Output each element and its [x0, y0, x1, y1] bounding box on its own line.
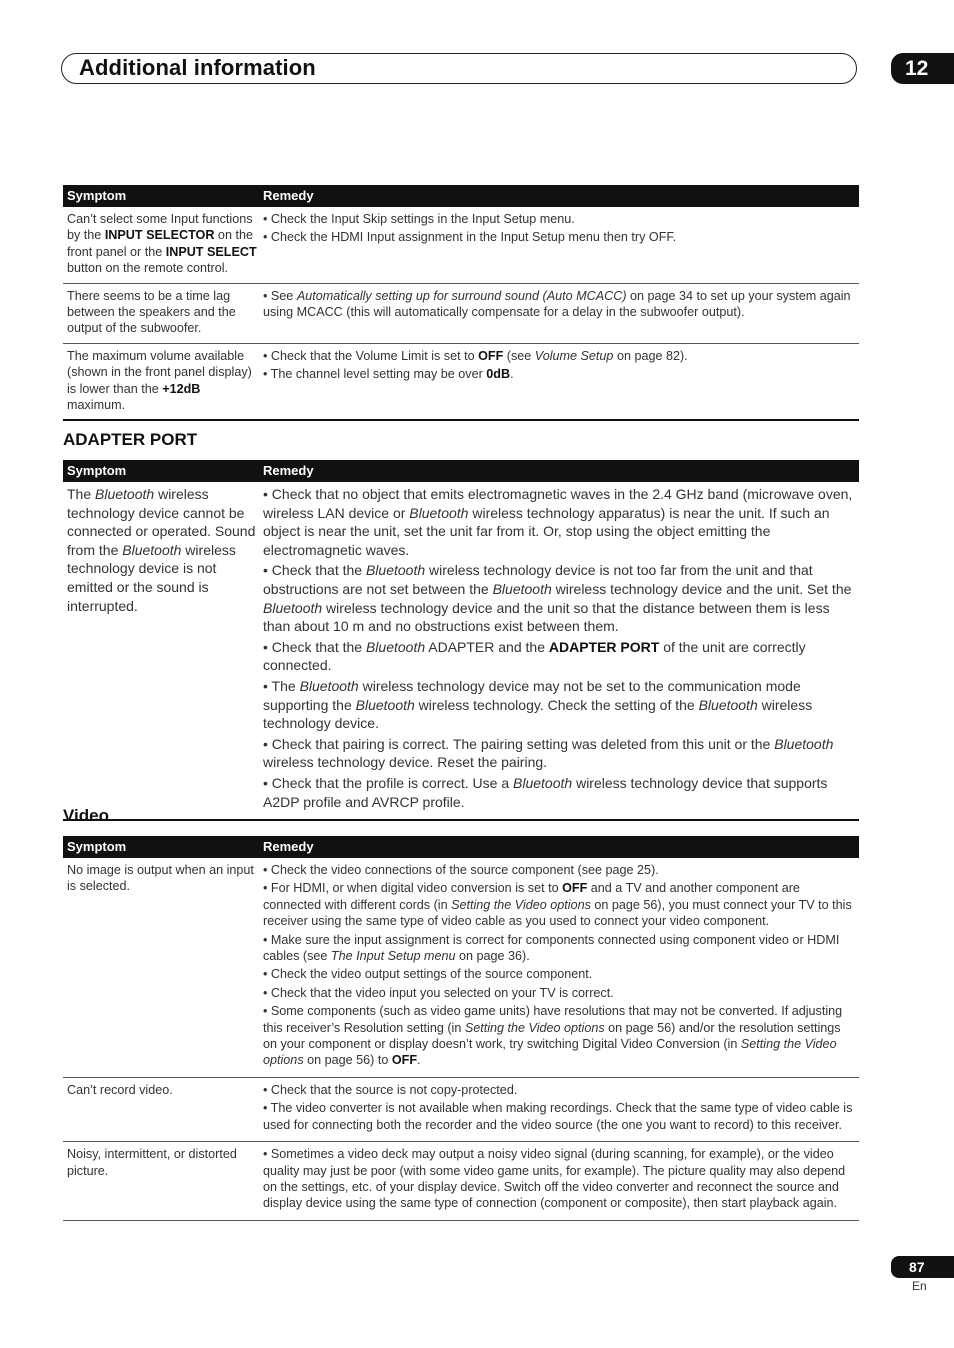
text-run: • Check that the source is not copy-protected. [263, 1082, 518, 1097]
text-run: Noisy, intermittent, or distorted picture. [67, 1147, 237, 1178]
text-run: • Check that the [263, 562, 366, 579]
table-row [63, 1142, 859, 1221]
remedy-item [263, 1100, 857, 1133]
troubleshooting-table-adapter-port [63, 460, 859, 821]
text-run: on page 56), you must connect your TV to this receiver using the same type of video cable as you used to connect your video component. [263, 897, 852, 929]
text-run: • See [263, 288, 297, 303]
language-code: En [912, 1279, 927, 1293]
table-row [63, 283, 859, 343]
text-run: wireless technology device is not emitted or the sound is interrupted. [67, 541, 236, 614]
remedy-item [263, 966, 857, 982]
remedy-item [263, 366, 857, 382]
remedy-cell [259, 482, 859, 820]
remedy-item [263, 932, 857, 965]
text-run: • Check that no object that emits electromagnetic waves in the 2.4 GHz band (microwave oven, wireless LAN device or [263, 486, 853, 521]
text-run: wireless technology device. [263, 696, 813, 732]
text-run: . [510, 367, 514, 382]
text-run: • Some components (such as video game units) have resolutions that may not be converted. If adjusting this receiver’s Resolution setting (in [263, 1004, 843, 1035]
remedy-item [263, 1082, 857, 1098]
text-run: • Check the video connections of the source component (see page 25). [263, 863, 659, 877]
text-run: wireless technology. Check the setting of the [414, 696, 699, 713]
text-run: The maximum volume available (shown in the front panel display) is lower than the [67, 348, 252, 396]
text-run: OFF [391, 1053, 418, 1068]
text-run: • Check the video output settings of the source component. [263, 967, 593, 982]
remedy-item [263, 880, 857, 929]
text-run: wireless technology device and the unit. Set the [551, 580, 852, 597]
table-header-row [63, 185, 859, 207]
troubleshooting-table-video [63, 836, 859, 1221]
text-run: Setting the Video options [464, 1020, 605, 1035]
remedy-item [263, 774, 857, 811]
text-run: and a TV and another component are connected with different cords (in [263, 881, 800, 912]
text-run: INPUT SELECTOR [104, 228, 215, 243]
text-run: Volume Setup [534, 348, 614, 363]
text-run: button on the remote control. [67, 261, 229, 276]
text-run: • Sometimes a video deck may output a noisy video signal (during scanning, for example), or the video quality may just be poor (with some video game units, for example). The picture quality may also depend on the settings, etc. of your display device. Switch off the video converter and reconnect the source and display device using the same type of connection (component or composite), then start playback again. [263, 1147, 846, 1211]
troubleshooting-table-general [63, 185, 859, 421]
text-run: Can’t select some Input functions by the [67, 212, 253, 243]
symptom-column-header: Symptom [63, 185, 259, 207]
text-run: The Input Setup menu [330, 949, 456, 964]
text-run: • Check the HDMI Input assignment in the Input Setup menu then try OFF. [263, 230, 677, 245]
section-heading-video: Video [63, 806, 109, 825]
text-run: +12dB [162, 381, 201, 396]
text-run: Can’t record video. [67, 1082, 173, 1097]
table-row [63, 343, 859, 420]
page-title: Additional information [79, 55, 316, 80]
text-run: • The video converter is not available when making recordings. Check that the same type of video cable is used for connecting both the recorder and the video source (the one you want to record) to this receiver. [263, 1101, 853, 1132]
remedy-column-header: Remedy [259, 836, 859, 858]
text-run: wireless technology device. Reset the pairing. [263, 754, 548, 771]
text-run: • Check the Input Skip settings in the Input Setup menu. [263, 212, 575, 226]
text-run: (see [503, 348, 535, 363]
text-run: There seems to be a time lag between the speakers and the output of the subwoofer. [67, 288, 236, 336]
text-run: OFF [562, 881, 588, 896]
text-run: of the unit are correctly connected. [263, 638, 806, 674]
remedy-cell [259, 1142, 859, 1221]
table-header-row [63, 836, 859, 858]
text-run: Bluetooth [774, 735, 834, 752]
symptom-cell [63, 858, 259, 1077]
text-run: Setting the Video options [451, 897, 591, 912]
text-run: on page 36). [455, 949, 530, 964]
remedy-cell [259, 207, 859, 283]
remedy-cell [259, 1077, 859, 1141]
text-run: wireless technology device that supports A2DP profile and AVRCP profile. [263, 774, 828, 810]
text-run: Bluetooth [698, 696, 758, 713]
text-run: Bluetooth [122, 541, 182, 558]
text-run: No image is output when an input is selected. [67, 863, 254, 894]
text-run: Bluetooth [365, 562, 426, 579]
remedy-item [263, 229, 857, 245]
text-run: Bluetooth [95, 486, 155, 502]
remedy-item [263, 1146, 857, 1212]
table-row [63, 858, 859, 1077]
text-run: OFF [478, 348, 504, 363]
symptom-column-header: Symptom [63, 836, 259, 858]
text-run: • Check that the profile is correct. Use a [263, 774, 514, 791]
text-run: Bluetooth [355, 696, 415, 713]
text-run: Setting the Video options [263, 1037, 837, 1068]
symptom-cell [63, 207, 259, 283]
remedy-column-header: Remedy [259, 460, 859, 482]
text-run: • Check that the video input you selected on your TV is correct. [263, 985, 614, 1000]
text-run: Bluetooth [263, 599, 323, 616]
text-run: Bluetooth [513, 774, 573, 791]
text-run: • Check that the [263, 638, 366, 655]
remedy-item [263, 485, 857, 559]
text-run: maximum. [67, 398, 126, 413]
text-run: wireless technology device may not be set to the communication mode supporting the [263, 677, 801, 713]
table-row [63, 207, 859, 283]
text-run: on the front panel or the [67, 228, 253, 259]
remedy-item [263, 985, 857, 1001]
page-number: 87 [891, 1256, 954, 1278]
text-run: wireless technology device is not too far from the unit and that obstructions are not set between the [263, 562, 813, 597]
text-run: • Make sure the input assignment is correct for components connected using component video or HDMI cables (see [263, 932, 840, 964]
table-row [63, 1077, 859, 1141]
text-run: The [67, 486, 96, 502]
remedy-cell [259, 858, 859, 1077]
text-run: wireless technology device and the unit so that the distance between them is less than about 10 m and no obstructions exist between them. [263, 599, 830, 635]
text-run: • Check that pairing is correct. The pairing setting was deleted from this unit or the [263, 735, 775, 752]
text-run: on page 82). [613, 348, 688, 363]
text-run: 0dB [486, 367, 511, 382]
text-run: Bluetooth [409, 504, 469, 521]
remedy-cell [259, 283, 859, 343]
text-run: Bluetooth [365, 638, 426, 655]
remedy-cell [259, 343, 859, 420]
section-heading-adapter-port: ADAPTER PORT [63, 430, 198, 449]
table-row [63, 482, 859, 820]
remedy-item [263, 735, 857, 772]
text-run: • For HDMI, or when digital video conversion is set to [263, 881, 563, 896]
remedy-item [263, 288, 857, 321]
remedy-item [263, 1003, 857, 1069]
text-run: INPUT SELECT [165, 244, 257, 259]
symptom-cell [63, 283, 259, 343]
remedy-item [263, 348, 857, 364]
remedy-item [263, 211, 857, 227]
text-run: ADAPTER PORT [548, 638, 660, 655]
text-run: wireless technology device cannot be connected or operated. Sound from the [67, 486, 256, 558]
symptom-cell [63, 482, 259, 820]
text-run: Bluetooth [299, 677, 359, 694]
text-run: . [417, 1053, 421, 1068]
chapter-header [61, 53, 857, 84]
remedy-item [263, 677, 857, 733]
symptom-cell [63, 1142, 259, 1221]
symptom-column-header: Symptom [63, 460, 259, 482]
text-run: Automatically setting up for surround sound (Auto MCACC) [296, 288, 627, 303]
remedy-item [263, 638, 857, 675]
text-run: on page 56) and/or the resolution settings on your component or display doesn’t work, try switching Digital Video Conversion (in [263, 1020, 841, 1052]
remedy-column-header: Remedy [259, 185, 859, 207]
symptom-cell [63, 343, 259, 420]
text-run: on page 34 to set up your system again using MCACC (this will automatically compensate for a delay in the subwoofer output). [263, 288, 851, 320]
text-run: ADAPTER and the [425, 638, 549, 655]
text-run: • The channel level setting may be over [263, 367, 487, 382]
text-run: on page 56) to [303, 1053, 392, 1068]
table-header-row [63, 460, 859, 482]
text-run: Bluetooth [492, 580, 552, 597]
remedy-item [263, 561, 857, 635]
text-run: • Check that the Volume Limit is set to [263, 348, 479, 363]
remedy-item [263, 862, 857, 878]
symptom-cell [63, 1077, 259, 1141]
chapter-number-badge: 12 [891, 53, 954, 84]
text-run: wireless technology apparatus) is near the unit. If such an object is near the unit, set the unit far from it. Or, stop using the object emitting the electromagnetic waves. [263, 504, 830, 558]
text-run: • The [263, 677, 300, 694]
